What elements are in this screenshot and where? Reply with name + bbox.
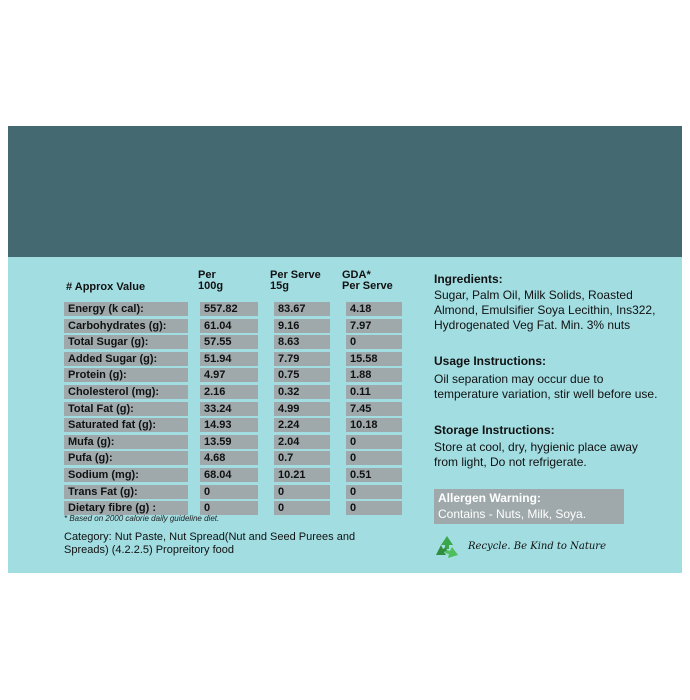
nutrient-name: Mufa (g):	[64, 435, 188, 449]
recycle-note	[432, 533, 662, 561]
table-row	[58, 435, 418, 449]
table-row	[58, 451, 418, 465]
usage-title: Usage Instructions:	[434, 354, 547, 368]
value-per-serve: 0.32	[274, 385, 330, 399]
table-row	[58, 418, 418, 432]
value-per-100g: 61.04	[200, 319, 258, 333]
table-row	[58, 485, 418, 499]
value-per-100g: 14.93	[200, 418, 258, 432]
value-per-100g: 4.97	[200, 368, 258, 382]
value-per-100g: 57.55	[200, 335, 258, 349]
storage-title: Storage Instructions:	[434, 423, 555, 437]
nutrient-name: Dietary fibre (g) :	[64, 501, 188, 515]
allergen-warning	[434, 489, 624, 524]
storage-text: Store at cool, dry, hygienic place away from light, Do not refrigerate.	[434, 440, 638, 469]
nutrient-name: Pufa (g):	[64, 451, 188, 465]
allergen-text: Contains - Nuts, Milk, Soya.	[438, 507, 587, 521]
value-gda: 1.88	[346, 368, 402, 382]
value-per-serve: 0	[274, 485, 330, 499]
table-row	[58, 302, 418, 316]
table-row	[58, 352, 418, 366]
value-per-100g: 0	[200, 485, 258, 499]
table-row	[58, 319, 418, 333]
allergen-title: Allergen Warning:	[438, 491, 541, 505]
value-per-serve: 2.04	[274, 435, 330, 449]
value-per-serve: 2.24	[274, 418, 330, 432]
header-gda: GDA* Per Serve	[342, 269, 393, 292]
value-per-serve: 9.16	[274, 319, 330, 333]
table-row	[58, 368, 418, 382]
value-per-100g: 68.04	[200, 468, 258, 482]
nutrient-name: Total Sugar (g):	[64, 335, 188, 349]
value-gda: 10.18	[346, 418, 402, 432]
value-gda: 0.11	[346, 385, 402, 399]
value-per-100g: 33.24	[200, 402, 258, 416]
value-gda: 7.97	[346, 319, 402, 333]
value-per-serve: 4.99	[274, 402, 330, 416]
value-gda: 0	[346, 451, 402, 465]
value-per-serve: 83.67	[274, 302, 330, 316]
recycle-icon	[432, 533, 462, 561]
value-per-serve: 0.75	[274, 368, 330, 382]
table-row	[58, 385, 418, 399]
value-per-100g: 2.16	[200, 385, 258, 399]
value-per-100g: 0	[200, 501, 258, 515]
category-text: Category: Nut Paste, Nut Spread(Nut and Seed Purees and Spreads) (4.2.2.5) Propreitory food	[64, 531, 356, 556]
header-per-serve: Per Serve 15g	[270, 269, 321, 292]
value-per-serve: 0	[274, 501, 330, 515]
value-per-serve: 8.63	[274, 335, 330, 349]
value-gda: 0.51	[346, 468, 402, 482]
value-gda: 15.58	[346, 352, 402, 366]
nutrient-name: Carbohydrates (g):	[64, 319, 188, 333]
ingredients-title: Ingredients:	[434, 272, 503, 286]
nutrient-name: Protein (g):	[64, 368, 188, 382]
table-row	[58, 468, 418, 482]
value-per-serve: 7.79	[274, 352, 330, 366]
value-per-serve: 10.21	[274, 468, 330, 482]
value-per-100g: 13.59	[200, 435, 258, 449]
nutrient-name: Cholesterol (mg):	[64, 385, 188, 399]
value-gda: 4.18	[346, 302, 402, 316]
recycle-text: Recycle. Be Kind to Nature	[468, 541, 606, 552]
value-gda: 7.45	[346, 402, 402, 416]
nutrient-name: Trans Fat (g):	[64, 485, 188, 499]
usage-text: Oil separation may occur due to temperature variation, stir well before use.	[434, 372, 658, 401]
ingredients-text: Sugar, Palm Oil, Milk Solids, Roasted Almond, Emulsifier Soya Lecithin, Ins322, Hydrogenated Veg Fat. Min. 3% nuts	[434, 288, 656, 332]
value-gda: 0	[346, 501, 402, 515]
gda-footnote: * Based on 2000 calorie daily guideline diet.	[64, 514, 220, 523]
table-row	[58, 335, 418, 349]
value-per-100g: 4.68	[200, 451, 258, 465]
value-per-100g: 51.94	[200, 352, 258, 366]
value-gda: 0	[346, 485, 402, 499]
nutrient-name: Added Sugar (g):	[64, 352, 188, 366]
value-gda: 0	[346, 435, 402, 449]
value-per-100g: 557.82	[200, 302, 258, 316]
value-per-serve: 0.7	[274, 451, 330, 465]
value-gda: 0	[346, 335, 402, 349]
nutrition-header	[58, 270, 418, 300]
nutrient-name: Sodium (mg):	[64, 468, 188, 482]
header-approx-value: # Approx Value	[66, 281, 146, 293]
nutrient-name: Energy (k cal):	[64, 302, 188, 316]
header-per-100g: Per 100g	[198, 269, 224, 292]
nutrient-name: Total Fat (g):	[64, 402, 188, 416]
table-row	[58, 402, 418, 416]
top-band	[8, 126, 682, 257]
nutrient-name: Saturated fat (g):	[64, 418, 188, 432]
